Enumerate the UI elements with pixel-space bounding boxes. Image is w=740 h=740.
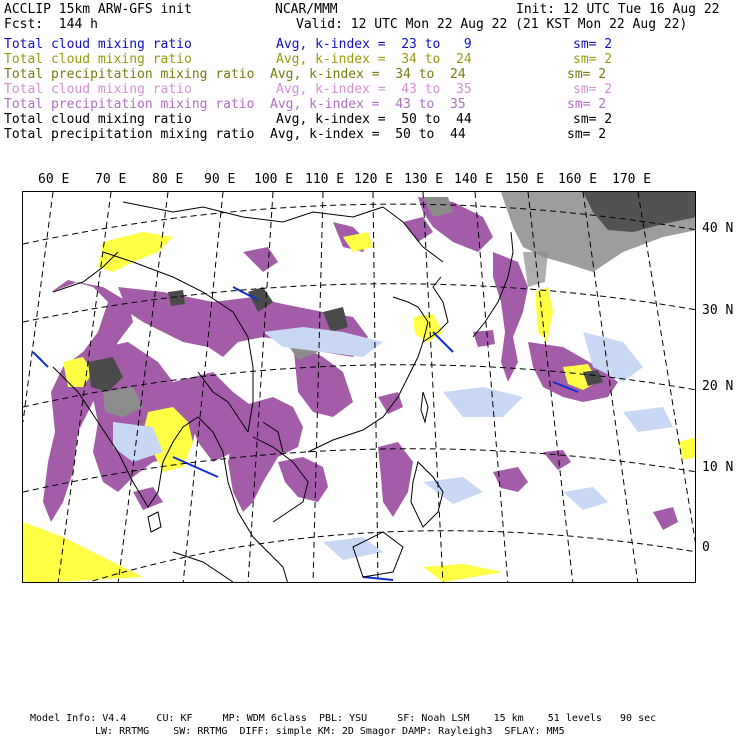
- field-sm-5: sm= 2: [567, 97, 607, 112]
- field-name-2: Total cloud mixing ratio: [4, 52, 192, 67]
- field-avg-5: Avg, k-index = 43 to 35: [270, 97, 466, 112]
- lon-label-110e: 110 E: [305, 172, 345, 187]
- lat-label-40n: 40 N: [702, 221, 734, 236]
- lon-label-120e: 120 E: [354, 172, 394, 187]
- lon-label-160e: 160 E: [558, 172, 598, 187]
- field-avg-3: Avg, k-index = 34 to 24: [270, 67, 466, 82]
- lat-label-0: 0: [702, 540, 710, 555]
- lon-label-70e: 70 E: [95, 172, 127, 187]
- meridian-170e: [638, 192, 696, 552]
- init-time: Init: 12 UTC Tue 16 Aug 22: [516, 2, 720, 17]
- meridian-60e: [23, 192, 53, 422]
- parallel-0: [83, 531, 696, 583]
- field-name-6: Total cloud mixing ratio: [4, 112, 192, 127]
- border-china-north: [123, 202, 443, 262]
- gray-cloud-mass: [501, 192, 696, 287]
- lat-label-10n: 10 N: [702, 460, 734, 475]
- lat-label-30n: 30 N: [702, 303, 734, 318]
- footer-physics-info: LW: RRTMG SW: RRTMG DIFF: simple KM: 2D Smagor DAMP: Rayleigh3 SFLAY: MM5: [95, 726, 565, 737]
- field-sm-7: sm= 2: [567, 127, 607, 142]
- field-name-4: Total cloud mixing ratio: [4, 82, 192, 97]
- footer-model-info: Model Info: V4.4 CU: KF MP: WDM 6class PBL: YSU SF: Noah LSM 15 km 51 levels 90 sec: [30, 713, 657, 724]
- lon-label-170e: 170 E: [612, 172, 652, 187]
- field-sm-6: sm= 2: [573, 112, 613, 127]
- lon-label-80e: 80 E: [152, 172, 184, 187]
- model-title: ACCLIP 15km ARW-GFS init: [4, 2, 192, 17]
- field-avg-4: Avg, k-index = 43 to 35: [276, 82, 472, 97]
- field-sm-1: sm= 2: [573, 37, 613, 52]
- field-name-5: Total precipitation mixing ratio: [4, 97, 255, 112]
- field-avg-7: Avg, k-index = 50 to 44: [270, 127, 466, 142]
- lat-label-20n: 20 N: [702, 379, 734, 394]
- field-sm-2: sm= 2: [573, 52, 613, 67]
- field-avg-1: Avg, k-index = 23 to 9: [276, 37, 472, 52]
- lon-label-140e: 140 E: [454, 172, 494, 187]
- field-name-1: Total cloud mixing ratio: [4, 37, 192, 52]
- map-canvas: [23, 192, 696, 583]
- field-avg-2: Avg, k-index = 34 to 24: [276, 52, 472, 67]
- coast-sumatra: [173, 552, 233, 582]
- center-label: NCAR/MMM: [275, 2, 338, 17]
- field-name-3: Total precipitation mixing ratio: [4, 67, 255, 82]
- field-avg-6: Avg, k-index = 50 to 44: [276, 112, 472, 127]
- field-sm-4: sm= 2: [573, 82, 613, 97]
- lon-label-130e: 130 E: [404, 172, 444, 187]
- lon-label-60e: 60 E: [38, 172, 70, 187]
- valid-time: Valid: 12 UTC Mon 22 Aug 22 (21 KST Mon 22 Aug 22): [296, 17, 688, 32]
- lon-label-150e: 150 E: [505, 172, 545, 187]
- field-name-7: Total precipitation mixing ratio: [4, 127, 255, 142]
- map-panel: [22, 191, 696, 583]
- coast-sri-lanka: [148, 512, 161, 532]
- forecast-hour: Fcst: 144 h: [4, 17, 98, 32]
- lon-label-90e: 90 E: [204, 172, 236, 187]
- field-sm-3: sm= 2: [567, 67, 607, 82]
- coast-taiwan: [421, 392, 428, 422]
- meridian-120e: [373, 192, 378, 583]
- lon-label-100e: 100 E: [254, 172, 294, 187]
